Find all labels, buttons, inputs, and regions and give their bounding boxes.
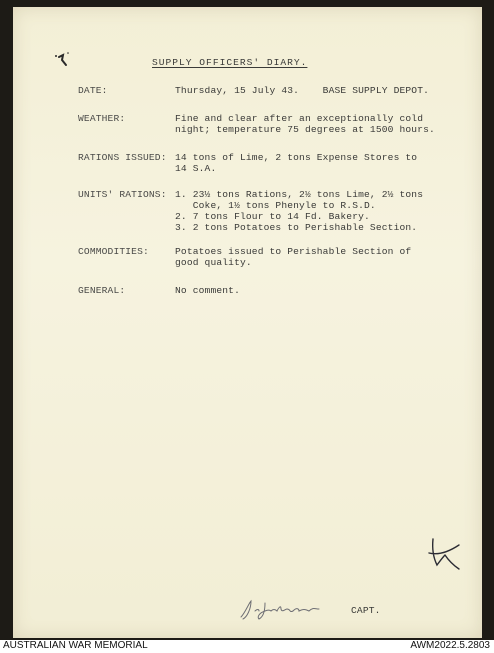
document-page (13, 7, 482, 638)
date-label: DATE: (78, 85, 108, 96)
commodities-line-1: Potatoes issued to Perishable Section of (175, 246, 412, 257)
commodities-label: COMMODITIES: (78, 246, 149, 257)
units-rations-line-2: Coke, 1½ tons Phenyle to R.S.D. (175, 200, 376, 211)
handwritten-initials (425, 535, 463, 573)
footer-bar (0, 640, 494, 653)
units-rations-line-1: 1. 23½ tons Rations, 2½ tons Lime, 2½ tons (175, 189, 424, 200)
date-value: Thursday, 15 July 43. BASE SUPPLY DEPOT. (175, 85, 430, 96)
general-value: No comment. (175, 285, 240, 296)
weather-line-2: night; temperature 75 degrees at 1500 hours. (175, 124, 435, 135)
rations-issued-line-1: 14 tons of Lime, 2 tons Expense Stores to (175, 152, 418, 163)
diary-title: SUPPLY OFFICERS' DIARY. (152, 57, 308, 68)
units-rations-label: UNITS' RATIONS: (78, 189, 167, 200)
weather-line-1: Fine and clear after an exceptionally cold (175, 113, 424, 124)
rations-issued-line-2: 14 S.A. (175, 163, 217, 174)
ink-mark (53, 51, 75, 71)
signature-rank: CAPT. (351, 605, 381, 616)
units-rations-line-3: 2. 7 tons Flour to 14 Fd. Bakery. (175, 211, 370, 222)
units-rations-line-4: 3. 2 tons Potatoes to Perishable Section. (175, 222, 418, 233)
weather-label: WEATHER: (78, 113, 126, 124)
handwritten-signature (235, 595, 335, 623)
footer-institution: AUSTRALIAN WAR MEMORIAL (3, 640, 148, 651)
footer-accession-number: AWM2022.5.2803 (410, 640, 490, 651)
commodities-line-2: good quality. (175, 257, 252, 268)
general-label: GENERAL: (78, 285, 126, 296)
rations-issued-label: RATIONS ISSUED: (78, 152, 167, 163)
